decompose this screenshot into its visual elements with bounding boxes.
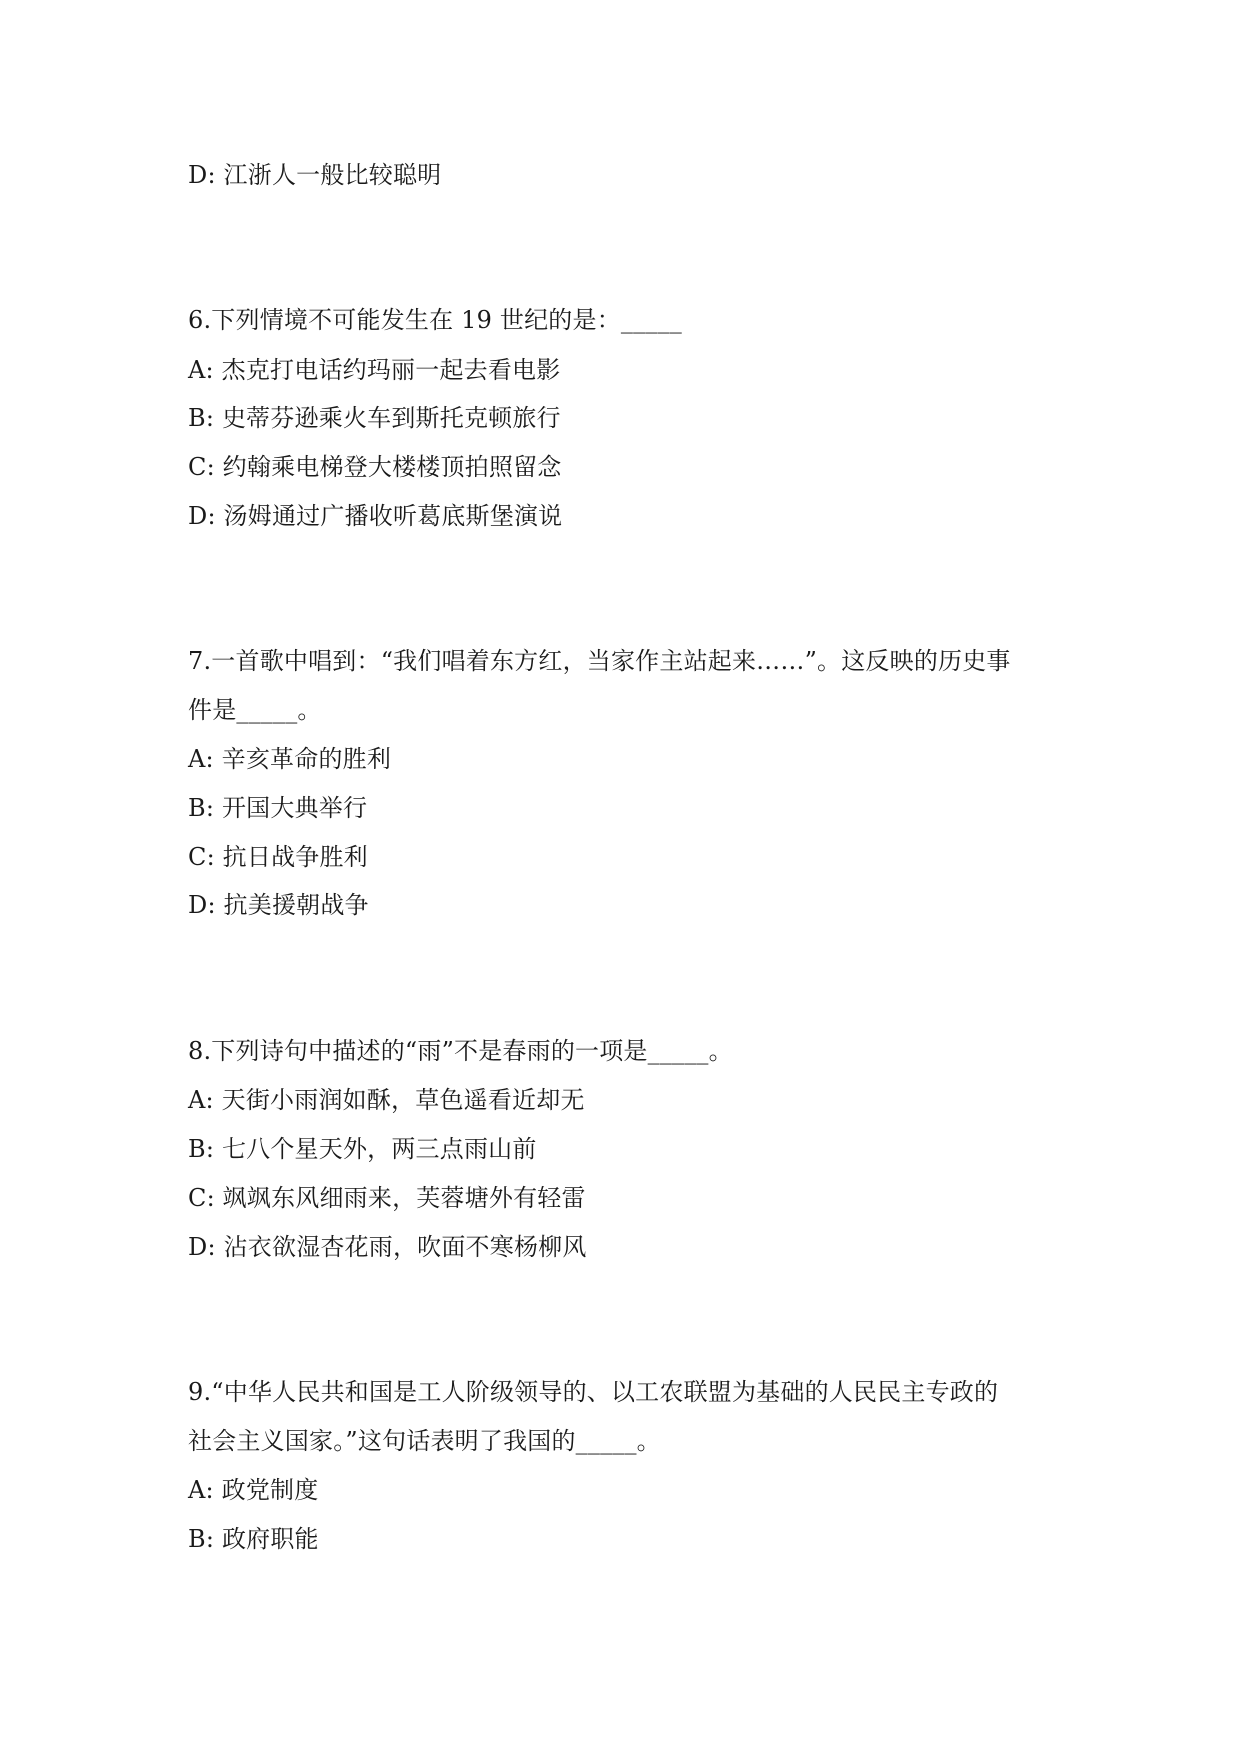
q8-option-b: B: 七八个星天外，两三点雨山前 — [188, 1135, 537, 1163]
q9-option-b: B: 政府职能 — [188, 1525, 319, 1553]
q9-stem-line1: 9.“中华人民共和国是工人阶级领导的、以工农联盟为基础的人民民主专政的 — [188, 1378, 999, 1406]
q6-stem: 6.下列情境不可能发生在 19 世纪的是：_____ — [188, 306, 682, 334]
q6-option-d: D: 汤姆通过广播收听葛底斯堡演说 — [188, 502, 563, 530]
q5-option-d: D: 江浙人一般比较聪明 — [188, 161, 442, 189]
q6-option-c: C: 约翰乘电梯登大楼楼顶拍照留念 — [188, 453, 562, 481]
q7-stem-line2: 件是_____。 — [188, 696, 322, 724]
q7-option-d: D: 抗美援朝战争 — [188, 891, 369, 919]
q8-stem: 8.下列诗句中描述的“雨”不是春雨的一项是_____。 — [188, 1037, 733, 1065]
q9-option-a: A: 政党制度 — [188, 1476, 319, 1504]
q7-option-b: B: 开国大典举行 — [188, 794, 368, 822]
q8-option-a: A: 天街小雨润如酥，草色遥看近却无 — [188, 1086, 585, 1114]
q8-option-c: C: 飒飒东风细雨来，芙蓉塘外有轻雷 — [188, 1184, 586, 1212]
q7-option-a: A: 辛亥革命的胜利 — [188, 745, 392, 773]
q6-option-a: A: 杰克打电话约玛丽一起去看电影 — [188, 356, 561, 384]
q6-option-b: B: 史蒂芬逊乘火车到斯托克顿旅行 — [188, 404, 561, 432]
q9-stem-line2: 社会主义国家。”这句话表明了我国的_____。 — [188, 1427, 661, 1455]
q7-stem-line1: 7.一首歌中唱到：“我们唱着东方红，当家作主站起来……”。这反映的历史事 — [188, 647, 1011, 675]
q8-option-d: D: 沾衣欲湿杏花雨，吹面不寒杨柳风 — [188, 1233, 587, 1261]
q7-option-c: C: 抗日战争胜利 — [188, 843, 368, 871]
